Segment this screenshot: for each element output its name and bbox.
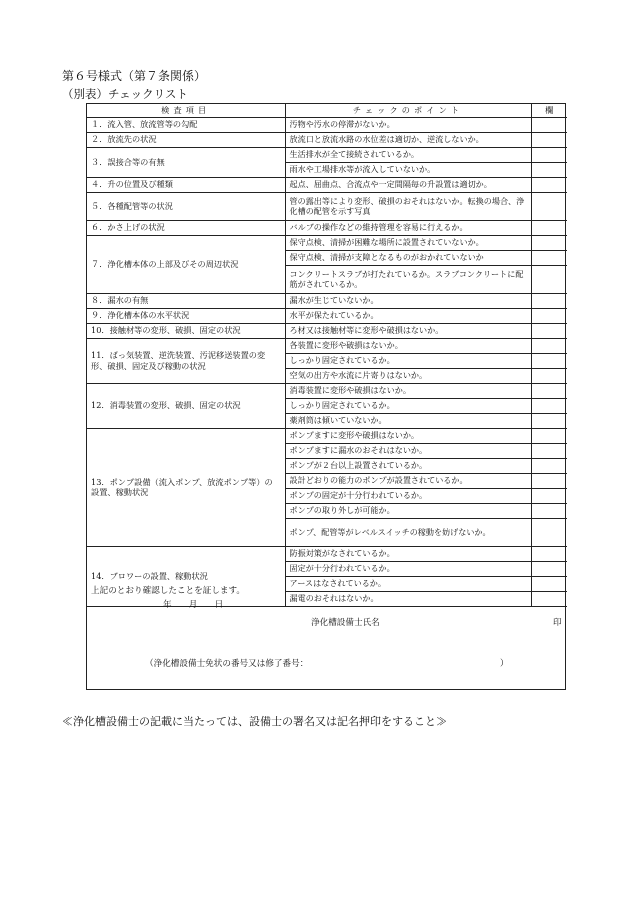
- check-point: ポンプの固定が十分行われているか。: [285, 488, 531, 503]
- check-cell[interactable]: [531, 353, 567, 368]
- check-cell[interactable]: [531, 162, 567, 177]
- table-row: [87, 323, 567, 338]
- check-cell[interactable]: [531, 488, 567, 503]
- check-cell[interactable]: [531, 265, 567, 293]
- check-cell[interactable]: [531, 398, 567, 413]
- inspection-item: ６．かさ上げの状況: [87, 220, 285, 235]
- check-point: ポンプますに変形や破損はないか。: [285, 428, 531, 443]
- check-cell[interactable]: [531, 383, 567, 398]
- check-cell[interactable]: [531, 250, 567, 265]
- inspection-item: 14．ブロワーの設置、稼動状況: [87, 546, 285, 606]
- check-cell[interactable]: [531, 323, 567, 338]
- check-point: 起点、屈曲点、合流点や一定間隔毎の升設置は適切か。: [285, 177, 531, 192]
- table-row: [87, 235, 567, 250]
- check-cell[interactable]: [531, 428, 567, 443]
- license-number-label: （浄化槽設備士免状の番号又は修了番号：: [145, 659, 309, 669]
- check-point: ろ材又は接触材等に変形や破損はないか。: [285, 323, 531, 338]
- inspection-item: ８．漏水の有無: [87, 293, 285, 308]
- check-cell[interactable]: [531, 473, 567, 488]
- check-point: しっかり固定されているか。: [285, 353, 531, 368]
- check-point: コンクリートスラブが打たれているか。スラブコンクリートに配筋がされているか。: [285, 265, 531, 293]
- check-point: 汚物や汚水の停滞がないか。: [285, 117, 531, 132]
- table-row: [87, 546, 567, 561]
- check-point: 保守点検、清掃が支障となるものがおかれていないか: [285, 250, 531, 265]
- table-header-row: [87, 104, 567, 117]
- check-cell[interactable]: [531, 503, 567, 518]
- checklist-body: [87, 117, 567, 606]
- check-cell[interactable]: [531, 147, 567, 162]
- inspection-item: ３．誤接合等の有無: [87, 147, 285, 177]
- check-point: 各装置に変形や破損はないか。: [285, 338, 531, 353]
- check-point: 漏電のおそれはないか。: [285, 591, 531, 606]
- table-row: [87, 220, 567, 235]
- check-point: 管の露出等により変形、破損のおそれはないか。転換の場合、浄化槽の配管を示す写真: [285, 192, 531, 220]
- header-check-point: チェックのポイント: [285, 104, 531, 117]
- inspection-item: 10．接触材等の変形、破損、固定の状況: [87, 323, 285, 338]
- check-cell[interactable]: [531, 546, 567, 561]
- checklist-subtitle: （別表）チェックリスト: [62, 87, 188, 101]
- check-point: バルブの操作などの維持管理を容易に行えるか。: [285, 220, 531, 235]
- check-point: ポンプ、配管等がレベルスイッチの稼動を妨げないか。: [285, 518, 531, 546]
- check-point: 雨水や工場排水等が流入していないか。: [285, 162, 531, 177]
- certification-statement: 上記のとおり確認したことを証します。: [91, 586, 246, 596]
- check-point: 空気の出方や水流に片寄りはないか。: [285, 368, 531, 383]
- check-cell[interactable]: [531, 192, 567, 220]
- table-row: [87, 338, 567, 353]
- check-cell[interactable]: [531, 413, 567, 428]
- inspection-item: ４．升の位置及び種類: [87, 177, 285, 192]
- check-cell[interactable]: [531, 518, 567, 546]
- check-point: 放流口と放流水路の水位差は適切か、逆流しないか。: [285, 132, 531, 147]
- form-number: 第６号様式（第７条関係）: [62, 69, 207, 83]
- check-cell[interactable]: [531, 293, 567, 308]
- table-row: [87, 308, 567, 323]
- check-point: ポンプの取り外しが可能か。: [285, 503, 531, 518]
- check-point: ポンプますに漏水のおそれはないか。: [285, 443, 531, 458]
- table-row: [87, 192, 567, 220]
- check-point: 防振対策がなされているか。: [285, 546, 531, 561]
- inspection-item: ５．各種配管等の状況: [87, 192, 285, 220]
- check-point: 漏水が生じていないか。: [285, 293, 531, 308]
- check-cell[interactable]: [531, 458, 567, 473]
- check-cell[interactable]: [531, 132, 567, 147]
- certification-date: 年 月 日: [163, 600, 224, 610]
- header-inspection-item: 検査項目: [87, 104, 285, 117]
- check-point: しっかり固定されているか。: [285, 398, 531, 413]
- check-point: アースはなされているか。: [285, 576, 531, 591]
- table-row: [87, 132, 567, 147]
- table-row: [87, 177, 567, 192]
- check-point: 水平が保たれているか。: [285, 308, 531, 323]
- check-cell[interactable]: [531, 177, 567, 192]
- check-cell[interactable]: [531, 368, 567, 383]
- certification-block: [87, 581, 565, 689]
- seal-mark: 印: [553, 618, 562, 628]
- license-number-close: ）: [500, 659, 509, 669]
- check-point: 設計どおりの能力のポンプが設置されているか。: [285, 473, 531, 488]
- check-point: 固定が十分行われているか。: [285, 561, 531, 576]
- check-point: ポンプが２台以上設置されているか。: [285, 458, 531, 473]
- inspection-item: ２．放流先の状況: [87, 132, 285, 147]
- check-cell[interactable]: [531, 443, 567, 458]
- check-point: 保守点検、清掃が困難な場所に設置されていないか。: [285, 235, 531, 250]
- check-point: 生活排水が全て接続されているか。: [285, 147, 531, 162]
- inspection-item: ７．浄化槽本体の上部及びその周辺状況: [87, 235, 285, 293]
- table-row: [87, 117, 567, 132]
- check-cell[interactable]: [531, 235, 567, 250]
- footer-note: ≪浄化槽設備士の記載に当たっては、設備士の署名又は記名押印をすること≫: [62, 715, 447, 728]
- checklist-table: [87, 104, 567, 607]
- inspection-item: １．流入管、放流管等の勾配: [87, 117, 285, 132]
- header-check-column: 欄: [531, 104, 567, 117]
- checklist-sheet: [86, 103, 566, 690]
- inspection-item: 13．ポンプ設備（流入ポンプ、放流ポンプ等）の設置、稼動状況: [87, 428, 285, 546]
- check-cell[interactable]: [531, 308, 567, 323]
- check-cell[interactable]: [531, 117, 567, 132]
- inspection-item: 11．ばっ気装置、逆洗装置、汚泥移送装置の変形、破損、固定及び稼動の状況: [87, 338, 285, 383]
- table-row: [87, 293, 567, 308]
- table-row: [87, 147, 567, 162]
- check-cell[interactable]: [531, 220, 567, 235]
- installer-name-label: 浄化槽設備士氏名: [311, 618, 380, 628]
- check-cell[interactable]: [531, 561, 567, 576]
- check-point: 消毒装置に変形や破損はないか。: [285, 383, 531, 398]
- table-row: [87, 383, 567, 398]
- check-point: 薬剤筒は傾いていないか。: [285, 413, 531, 428]
- table-row: [87, 428, 567, 443]
- inspection-item: 12．消毒装置の変形、破損、固定の状況: [87, 383, 285, 428]
- inspection-item: ９．浄化槽本体の水平状況: [87, 308, 285, 323]
- check-cell[interactable]: [531, 338, 567, 353]
